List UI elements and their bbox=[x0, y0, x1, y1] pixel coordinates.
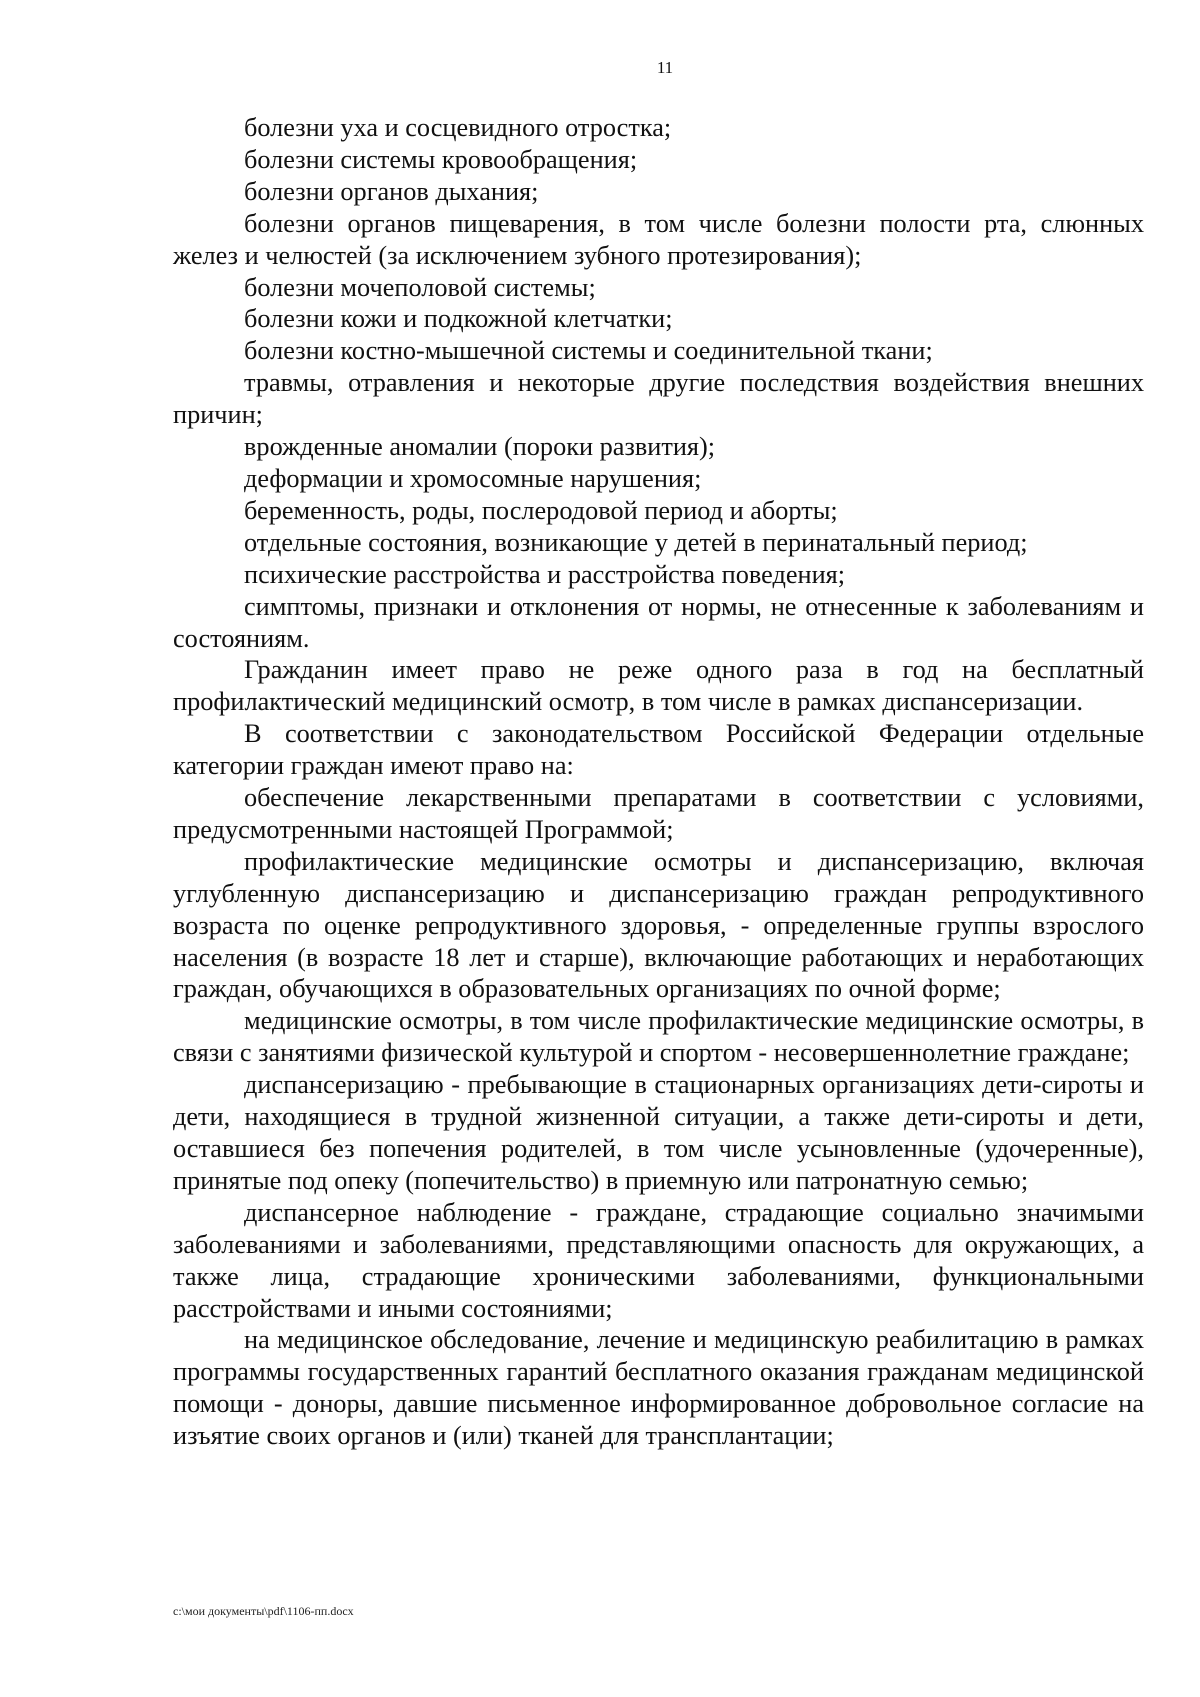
paragraph-ear-diseases: болезни уха и сосцевидного отростка; bbox=[244, 113, 672, 142]
paragraph-donors: на медицинское обследование, лечение и медицинскую реабилитацию в рамках программы государственных гарантий бесплатного оказания гражданам медицинской помощи - доноры, давшие письменное информированное добровольное согласие на изъятие своих органов и (или) тканей для трансплантации; bbox=[173, 1325, 1144, 1451]
paragraph-chromosomal-disorders: деформации и хромосомные нарушения; bbox=[244, 463, 702, 493]
paragraph-circulatory-diseases: болезни системы кровообращения; bbox=[244, 144, 638, 174]
page-number: 11 bbox=[656, 58, 674, 77]
paragraph-annual-checkup: Гражданин имеет право не реже одного раза в год на бесплатный профилактический медицинский осмотр, в том числе в рамках диспансеризации. bbox=[173, 655, 1144, 717]
footer-file-path: c:\мои документы\pdf\1106-пп.docx bbox=[173, 1604, 354, 1618]
body-text bbox=[173, 112, 1144, 1452]
paragraph-injuries: травмы, отравления и некоторые другие последствия воздействия внешних причин; bbox=[173, 368, 1144, 430]
paragraph-congenital-anomalies: врожденные аномалии (пороки развития); bbox=[244, 432, 716, 462]
paragraph-preventive-exams: профилактические медицинские осмотры и диспансеризацию, включая углубленную диспансеризацию и диспансеризацию граждан репродуктивного возраста по оценке репродуктивного здоровья, - определенные группы взрослого населения (в возрасте 18 лет и старше), включающие работающих и неработающих граждан, обучающихся в образовательных организациях по очной форме; bbox=[173, 846, 1144, 1004]
paragraph-musculoskeletal-diseases: болезни костно-мышечной системы и соединительной ткани; bbox=[244, 336, 933, 366]
paragraph-dispensary-observation: диспансерное наблюдение - граждане, страдающие социально значимыми заболеваниями и заболеваниями, представляющими опасность для окружающих, а также лица, страдающие хроническими заболеваниями, функциональными расстройствами и иными состояниями; bbox=[173, 1197, 1144, 1323]
paragraph-perinatal-conditions: отдельные состояния, возникающие у детей в перинатальный период; bbox=[244, 527, 1028, 557]
paragraph-skin-diseases: болезни кожи и подкожной клетчатки; bbox=[244, 304, 673, 334]
paragraph-orphans-dispensary: диспансеризацию - пребывающие в стационарных организациях дети-сироты и дети, находящиеся в трудной жизненной ситуации, а также дети-сироты и дети, оставшиеся без попечения родителей, в том числе усыновленные (удочеренные), принятые под опеку (попечительство) в приемную или патронатную семью; bbox=[173, 1070, 1144, 1195]
paragraph-sport-exams: медицинские осмотры, в том числе профилактические медицинские осмотры, в связи с занятиями физической культурой и спортом - несовершеннолетние граждане; bbox=[173, 1006, 1144, 1068]
paragraph-mental-disorders: психические расстройства и расстройства поведения; bbox=[244, 559, 846, 589]
paragraph-categories-intro: В соответствии с законодательством Российской Федерации отдельные категории граждан имеют право на: bbox=[173, 719, 1144, 781]
paragraph-pregnancy: беременность, роды, послеродовой период и аборты; bbox=[244, 495, 838, 525]
paragraph-digestive-diseases: болезни органов пищеварения, в том числе болезни полости рта, слюнных желез и челюстей (за исключением зубного протезирования); bbox=[173, 208, 1144, 270]
paragraph-symptoms: симптомы, признаки и отклонения от нормы, не отнесенные к заболеваниям и состояниям. bbox=[173, 591, 1144, 653]
paragraph-genitourinary-diseases: болезни мочеполовой системы; bbox=[244, 272, 596, 302]
paragraph-medicines: обеспечение лекарственными препаратами в соответствии с условиями, предусмотренными настоящей Программой; bbox=[173, 783, 1144, 844]
paragraph-respiratory-diseases: болезни органов дыхания; bbox=[244, 176, 539, 206]
